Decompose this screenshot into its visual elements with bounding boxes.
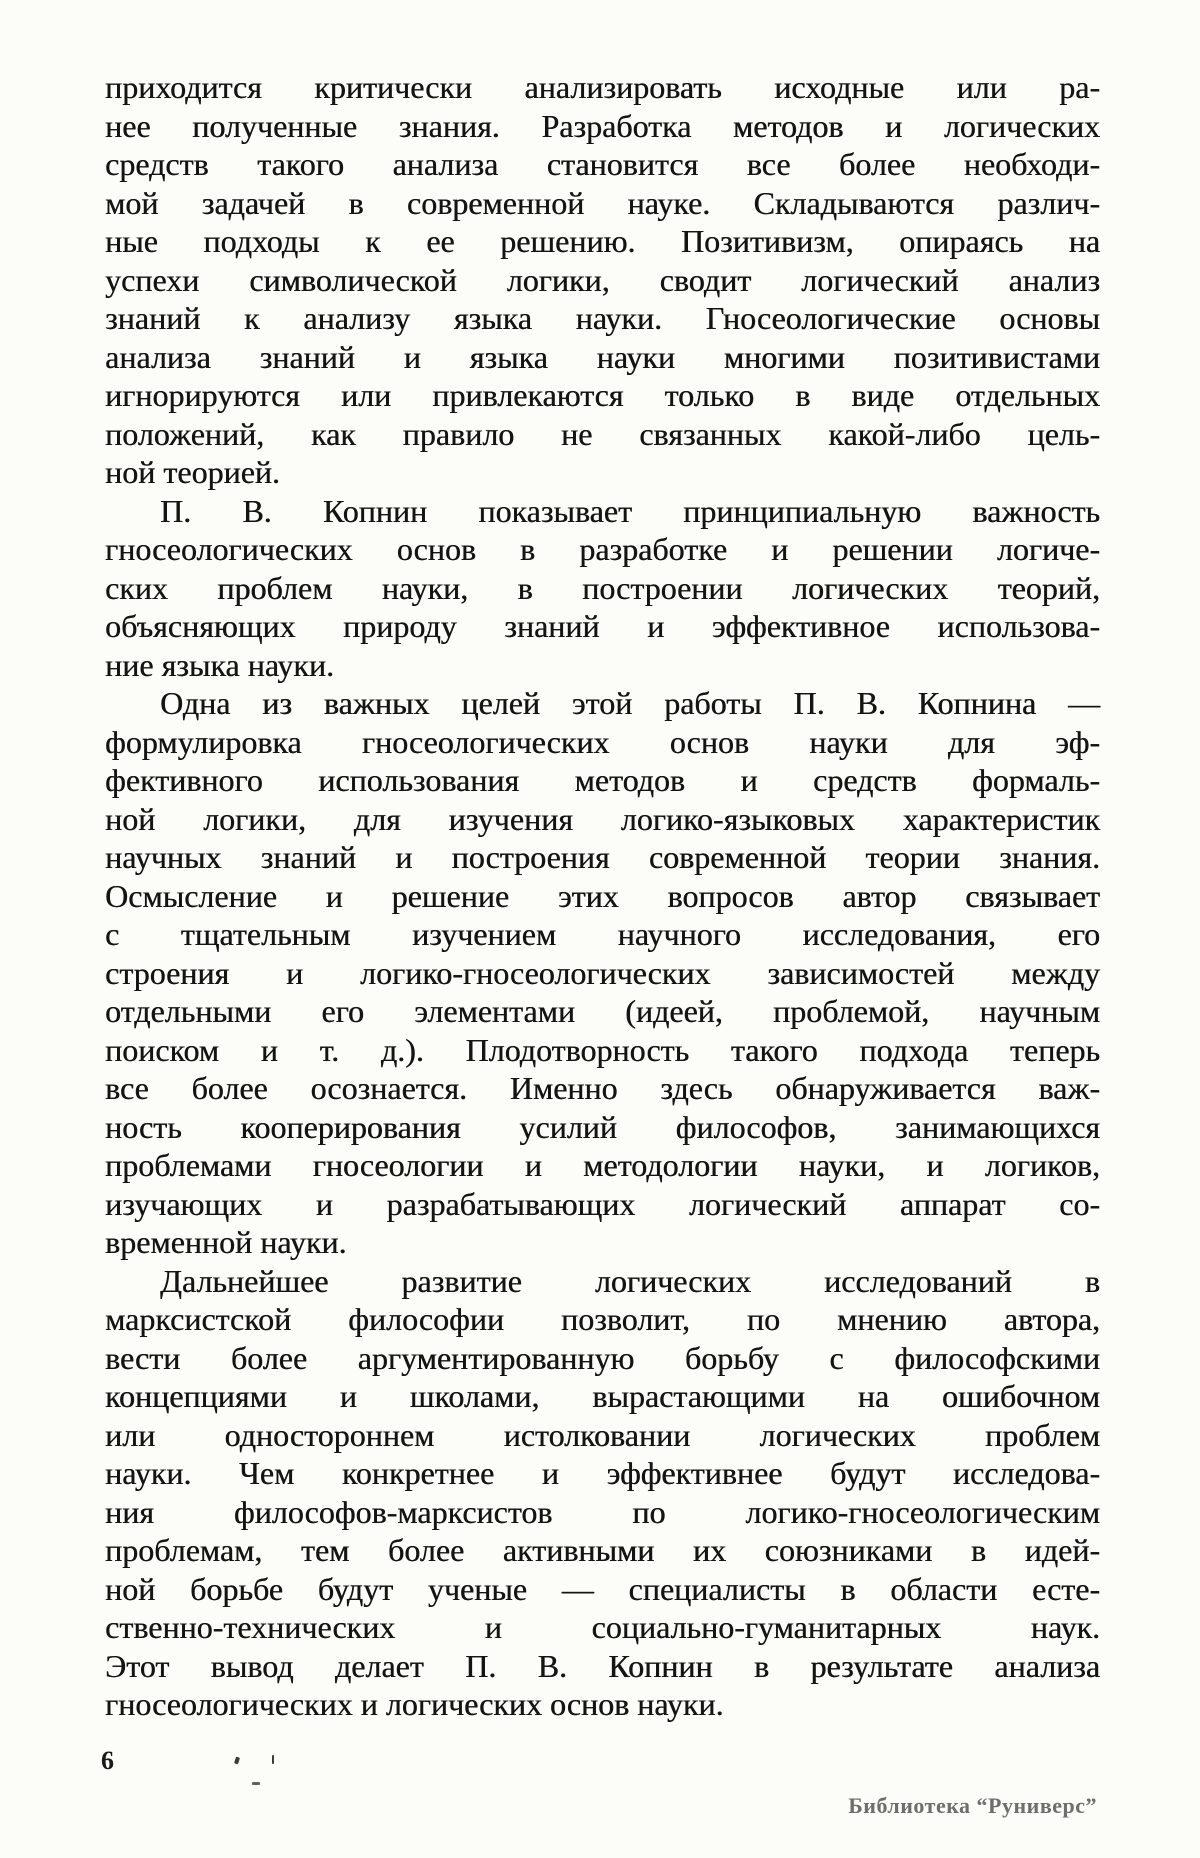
text-line: приходится критически анализировать исходные или ра- — [105, 69, 1100, 105]
scan-artifact — [234, 1757, 240, 1765]
body-text — [105, 68, 1100, 1724]
text-line: ние языка науки. — [105, 646, 334, 683]
text-line: знаний к анализу языка науки. Гносеологические основы — [105, 300, 1100, 336]
paragraph — [105, 1262, 1100, 1724]
text-line: гносеологических и логических основ науки. — [105, 1686, 724, 1722]
text-line: ность кооперирования усилий философов, занимающихся — [105, 1108, 1100, 1145]
text-line: временной науки. — [105, 1224, 347, 1260]
text-line: научных знаний и построения современной теории знания. — [105, 839, 1100, 875]
page-number: 6 — [101, 1746, 114, 1775]
text-line: нее полученные знания. Разработка методов и логических — [105, 107, 1100, 144]
text-line: с тщательным изучением научного исследования, его — [105, 916, 1100, 952]
text-line: ные подходы к ее решению. Позитивизм, опираясь на — [105, 223, 1100, 259]
text-line: все более осознается. Именно здесь обнаруживается важ- — [105, 1070, 1100, 1106]
paragraph — [105, 68, 1100, 492]
text-line: анализа знаний и языка науки многими позитивистами — [105, 338, 1100, 375]
text-line: формулировка гносеологических основ науки для эф- — [105, 723, 1100, 760]
text-line: изучающих и разрабатывающих логический аппарат со- — [105, 1185, 1100, 1222]
text-line: марксистской философии позволит, по мнению автора, — [105, 1301, 1100, 1337]
text-line: поиском и т. д.). Плодотворность такого подхода теперь — [105, 1031, 1100, 1068]
paragraph — [105, 684, 1100, 1262]
text-line: вести более аргументированную борьбу с философскими — [105, 1339, 1100, 1376]
text-line: Этот вывод делает П. В. Копнин в результате анализа — [105, 1647, 1100, 1684]
text-line: отдельными его элементами (идеей, проблемой, научным — [105, 993, 1100, 1029]
text-line: игнорируются или привлекаются только в виде отдельных — [105, 377, 1100, 413]
text-line: объясняющих природу знаний и эффективное использова- — [105, 608, 1100, 644]
text-line: ной борьбе будут ученые — специалисты в области есте- — [105, 1570, 1100, 1607]
text-line: ственно-технических и социально-гуманитарных наук. — [105, 1609, 1100, 1645]
text-line: мой задачей в современной науке. Складываются различ- — [105, 184, 1100, 221]
text-line: фективного использования методов и средств формаль- — [105, 762, 1100, 798]
text-line: или одностороннем истолковании логических проблем — [105, 1416, 1100, 1453]
text-line: Дальнейшее развитие логических исследований в — [160, 1262, 1100, 1299]
paragraph — [105, 492, 1100, 685]
text-line: П. В. Копнин показывает принципиальную важность — [160, 492, 1100, 529]
text-line: строения и логико-гносеологических зависимостей между — [105, 954, 1100, 991]
text-line: успехи символической логики, сводит логический анализ — [105, 261, 1100, 298]
text-line: ния философов-марксистов по логико-гносеологическим — [105, 1493, 1100, 1530]
text-line: проблемам, тем более активными их союзниками в идей- — [105, 1532, 1100, 1568]
text-line: гносеологических основ в разработке и решении логиче- — [105, 531, 1100, 567]
text-line: концепциями и школами, вырастающими на ошибочном — [105, 1378, 1100, 1414]
scan-artifact — [272, 1755, 274, 1764]
text-line: науки. Чем конкретнее и эффективнее будут исследова- — [105, 1455, 1100, 1491]
text-line: средств такого анализа становится все более необходи- — [105, 146, 1100, 182]
text-line: положений, как правило не связанных какой-либо цель- — [105, 415, 1100, 452]
text-line: ских проблем науки, в построении логических теорий, — [105, 569, 1100, 606]
runivers-watermark: Библиотека “Руниверс” — [848, 1793, 1097, 1818]
text-line: ной теорией. — [105, 454, 280, 490]
text-line: Одна из важных целей этой работы П. В. Копнина — — [160, 685, 1100, 721]
scan-artifact — [252, 1782, 260, 1785]
text-line: Осмысление и решение этих вопросов автор связывает — [105, 877, 1100, 914]
text-line: ной логики, для изучения логико-языковых характеристик — [105, 800, 1100, 837]
text-line: проблемами гносеологии и методологии науки, и логиков, — [105, 1147, 1100, 1183]
